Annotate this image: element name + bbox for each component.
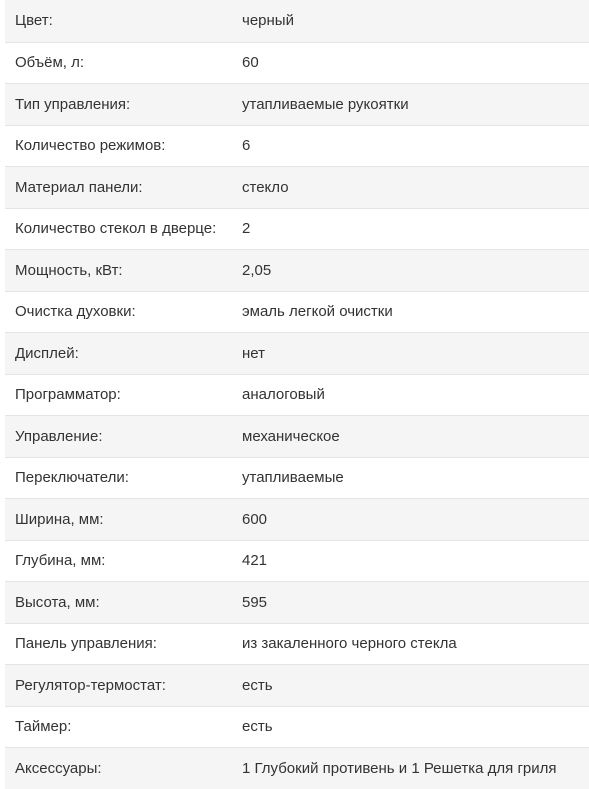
spec-label: Глубина, мм: [15, 552, 106, 570]
spec-label: Количество режимов: [15, 137, 166, 155]
spec-value: стекло [242, 178, 289, 196]
spec-row-accessories [5, 747, 589, 789]
spec-value: утапливаемые [242, 469, 344, 487]
spec-value: 421 [242, 552, 268, 570]
spec-label: Цвет: [15, 12, 53, 30]
spec-label: Очистка духовки: [15, 303, 136, 321]
spec-value: 2,05 [242, 261, 272, 279]
spec-label: Панель управления: [15, 635, 157, 653]
spec-value: нет [242, 344, 265, 362]
spec-value: есть [242, 718, 273, 736]
spec-row-timer [5, 706, 589, 748]
spec-label: Объём, л: [15, 54, 85, 72]
spec-row-oven-cleaning [5, 291, 589, 333]
spec-row-control [5, 415, 589, 457]
spec-label: Управление: [15, 427, 103, 445]
spec-row-programmer [5, 374, 589, 416]
spec-row-control-panel [5, 623, 589, 665]
spec-row-panel-material [5, 166, 589, 208]
spec-value: 2 [242, 220, 251, 238]
spec-row-color [5, 0, 589, 42]
spec-row-thermostat [5, 664, 589, 706]
spec-label: Регулятор-термостат: [15, 676, 166, 694]
spec-value: черный [242, 12, 294, 30]
spec-row-display [5, 332, 589, 374]
spec-value: эмаль легкой очистки [242, 303, 393, 321]
spec-value: 1 Глубокий противень и 1 Решетка для гриля [242, 759, 557, 777]
spec-value: механическое [242, 427, 340, 445]
spec-value: 600 [242, 510, 268, 528]
spec-value: 6 [242, 137, 251, 155]
spec-label: Высота, мм: [15, 593, 100, 611]
spec-label: Программатор: [15, 386, 121, 404]
spec-value: есть [242, 676, 273, 694]
spec-label: Ширина, мм: [15, 510, 104, 528]
spec-label: Материал панели: [15, 178, 143, 196]
spec-row-height [5, 581, 589, 623]
spec-label: Мощность, кВт: [15, 261, 123, 279]
spec-label: Переключатели: [15, 469, 129, 487]
spec-label: Тип управления: [15, 95, 131, 113]
spec-row-modes [5, 125, 589, 167]
spec-label: Дисплей: [15, 344, 79, 362]
spec-row-control-type [5, 83, 589, 125]
spec-row-depth [5, 540, 589, 582]
specifications-table [5, 0, 589, 789]
spec-label: Количество стекол в дверце: [15, 220, 217, 238]
spec-row-width [5, 498, 589, 540]
spec-row-volume [5, 42, 589, 84]
spec-label: Таймер: [15, 718, 72, 736]
spec-label: Аксессуары: [15, 759, 102, 777]
spec-value: 595 [242, 593, 268, 611]
spec-row-power [5, 249, 589, 291]
spec-value: утапливаемые рукоятки [242, 95, 409, 113]
spec-row-door-glasses [5, 208, 589, 250]
spec-row-switches [5, 457, 589, 499]
spec-value: аналоговый [242, 386, 325, 404]
spec-value: из закаленного черного стекла [242, 635, 457, 653]
spec-value: 60 [242, 54, 259, 72]
